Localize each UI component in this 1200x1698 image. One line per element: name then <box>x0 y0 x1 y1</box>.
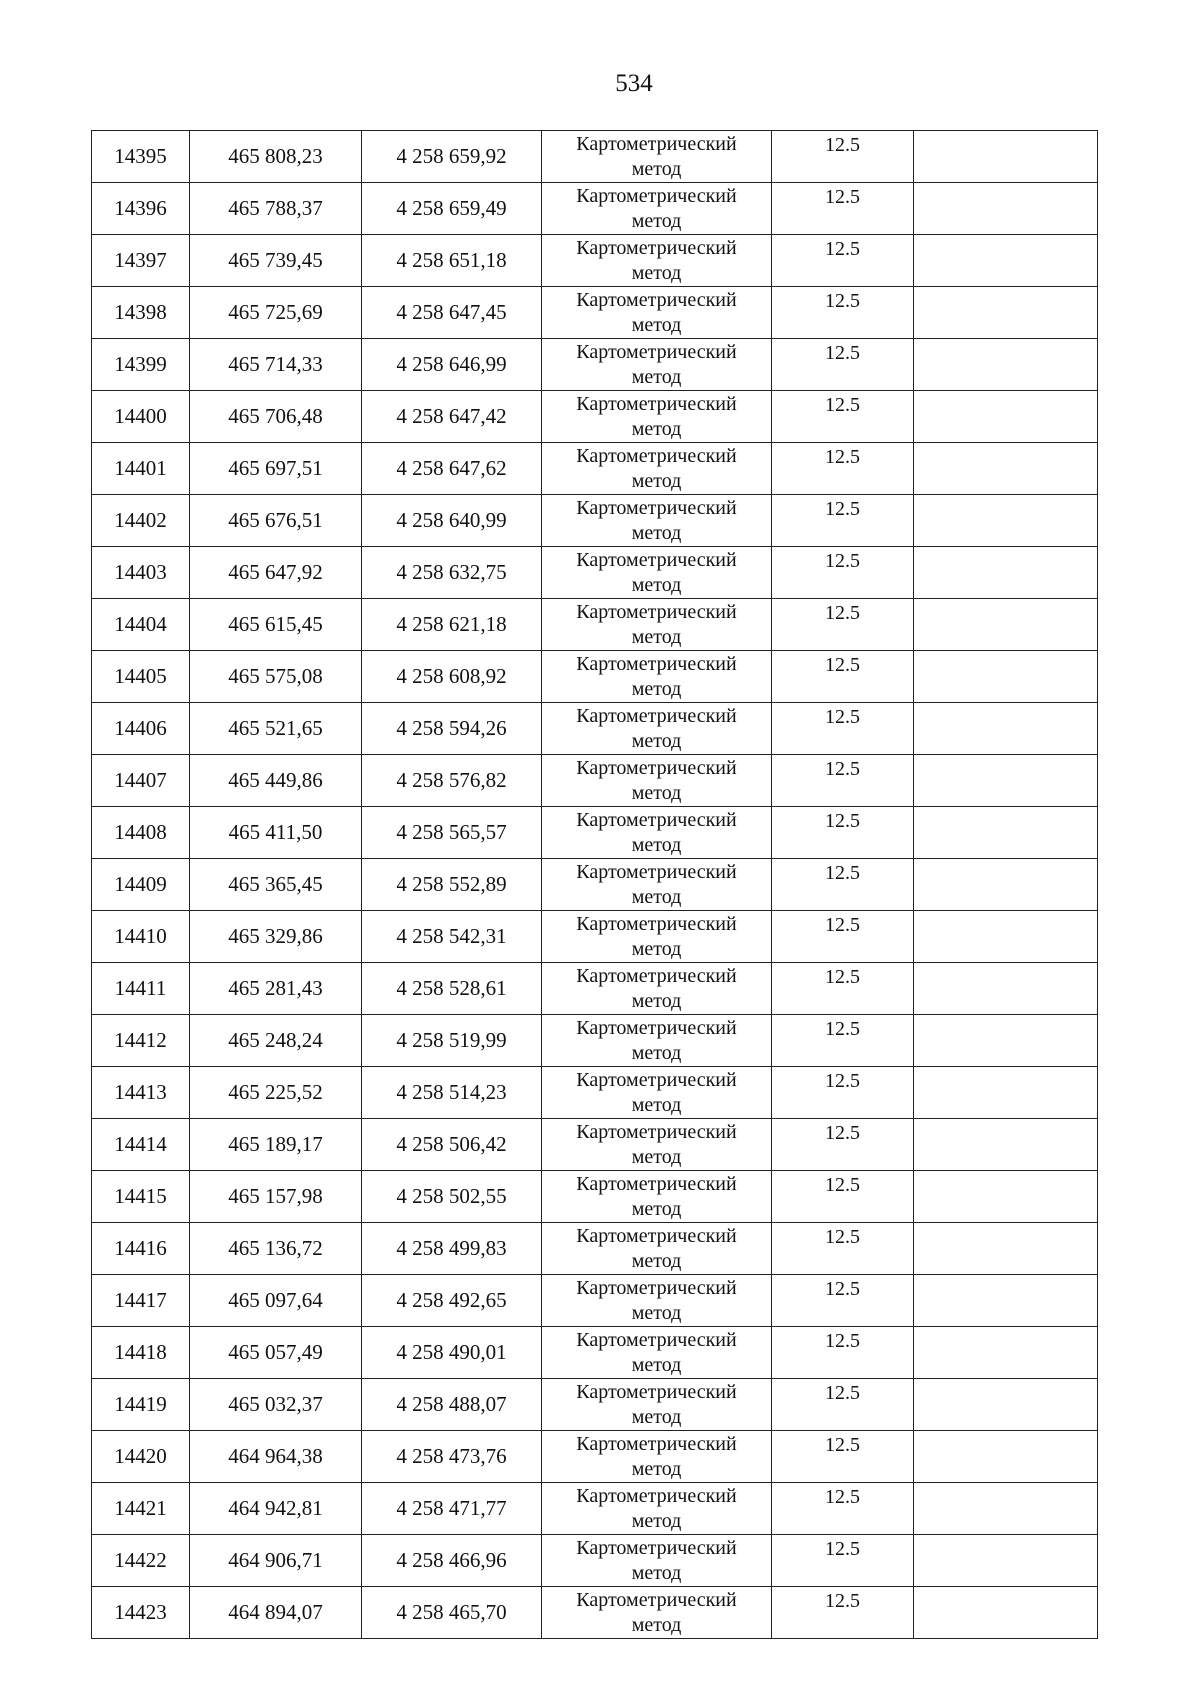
accuracy-cell: 12.5 <box>772 443 914 495</box>
note-cell <box>914 391 1098 443</box>
method-line-1: Картометрический <box>576 237 737 259</box>
method-line-1: Картометрический <box>576 289 737 311</box>
accuracy-cell: 12.5 <box>772 1171 914 1223</box>
table-row <box>92 443 1098 495</box>
note-cell <box>914 443 1098 495</box>
coordinate-y-cell: 4 258 647,42 <box>362 391 542 443</box>
method-line-1: Картометрический <box>576 497 737 519</box>
accuracy-cell: 12.5 <box>772 287 914 339</box>
method-cell <box>542 391 772 443</box>
accuracy-cell: 12.5 <box>772 547 914 599</box>
method-line-2: метод <box>631 626 682 648</box>
coordinate-y-cell: 4 258 519,99 <box>362 1015 542 1067</box>
method-line-1: Картометрический <box>576 601 737 623</box>
point-number-cell: 14400 <box>92 391 190 443</box>
note-cell <box>914 235 1098 287</box>
note-cell <box>914 1275 1098 1327</box>
table-row <box>92 391 1098 443</box>
accuracy-cell: 12.5 <box>772 1275 914 1327</box>
method-line-2: метод <box>631 782 682 804</box>
coordinate-y-cell: 4 258 473,76 <box>362 1431 542 1483</box>
coordinate-x-cell: 465 788,37 <box>190 183 362 235</box>
note-cell <box>914 1431 1098 1483</box>
method-cell <box>542 1067 772 1119</box>
point-number-cell: 14395 <box>92 131 190 183</box>
accuracy-cell: 12.5 <box>772 1223 914 1275</box>
accuracy-cell: 12.5 <box>772 859 914 911</box>
note-cell <box>914 1015 1098 1067</box>
coordinate-x-cell: 465 739,45 <box>190 235 362 287</box>
method-line-1: Картометрический <box>576 1225 737 1247</box>
note-cell <box>914 1379 1098 1431</box>
coordinate-x-cell: 465 575,08 <box>190 651 362 703</box>
accuracy-cell: 12.5 <box>772 911 914 963</box>
note-cell <box>914 1327 1098 1379</box>
method-cell <box>542 443 772 495</box>
method-line-1: Картометрический <box>576 1173 737 1195</box>
point-number-cell: 14407 <box>92 755 190 807</box>
method-line-2: метод <box>631 470 682 492</box>
coordinate-y-cell: 4 258 471,77 <box>362 1483 542 1535</box>
table-row <box>92 1379 1098 1431</box>
coordinate-y-cell: 4 258 647,62 <box>362 443 542 495</box>
coordinate-y-cell: 4 258 499,83 <box>362 1223 542 1275</box>
coordinate-y-cell: 4 258 492,65 <box>362 1275 542 1327</box>
table-row <box>92 859 1098 911</box>
table-row <box>92 755 1098 807</box>
coordinate-x-cell: 465 615,45 <box>190 599 362 651</box>
accuracy-cell: 12.5 <box>772 1431 914 1483</box>
method-line-2: метод <box>631 1406 682 1428</box>
method-cell <box>542 1275 772 1327</box>
coordinate-y-cell: 4 258 659,49 <box>362 183 542 235</box>
accuracy-cell: 12.5 <box>772 131 914 183</box>
coordinate-y-cell: 4 258 506,42 <box>362 1119 542 1171</box>
method-cell <box>542 235 772 287</box>
accuracy-cell: 12.5 <box>772 703 914 755</box>
method-cell <box>542 599 772 651</box>
point-number-cell: 14423 <box>92 1587 190 1639</box>
method-line-1: Картометрический <box>576 1121 737 1143</box>
note-cell <box>914 1223 1098 1275</box>
method-line-1: Картометрический <box>576 1537 737 1559</box>
method-line-2: метод <box>631 1614 682 1636</box>
accuracy-cell: 12.5 <box>772 1327 914 1379</box>
coordinate-y-cell: 4 258 640,99 <box>362 495 542 547</box>
point-number-cell: 14417 <box>92 1275 190 1327</box>
point-number-cell: 14405 <box>92 651 190 703</box>
coordinate-x-cell: 465 808,23 <box>190 131 362 183</box>
accuracy-cell: 12.5 <box>772 339 914 391</box>
coordinate-x-cell: 465 725,69 <box>190 287 362 339</box>
point-number-cell: 14408 <box>92 807 190 859</box>
method-line-1: Картометрический <box>576 341 737 363</box>
method-line-1: Картометрический <box>576 861 737 883</box>
table-row <box>92 131 1098 183</box>
point-number-cell: 14413 <box>92 1067 190 1119</box>
method-line-2: метод <box>631 678 682 700</box>
coordinate-x-cell: 465 281,43 <box>190 963 362 1015</box>
point-number-cell: 14421 <box>92 1483 190 1535</box>
table-body <box>92 131 1098 1639</box>
method-cell <box>542 547 772 599</box>
method-line-1: Картометрический <box>576 445 737 467</box>
coordinate-y-cell: 4 258 647,45 <box>362 287 542 339</box>
coordinate-y-cell: 4 258 542,31 <box>362 911 542 963</box>
coordinate-x-cell: 465 329,86 <box>190 911 362 963</box>
note-cell <box>914 495 1098 547</box>
accuracy-cell: 12.5 <box>772 1483 914 1535</box>
note-cell <box>914 755 1098 807</box>
table-row <box>92 1327 1098 1379</box>
method-line-2: метод <box>631 262 682 284</box>
table-row <box>92 1431 1098 1483</box>
note-cell <box>914 287 1098 339</box>
coordinate-x-cell: 465 706,48 <box>190 391 362 443</box>
coordinate-y-cell: 4 258 632,75 <box>362 547 542 599</box>
coordinate-y-cell: 4 258 608,92 <box>362 651 542 703</box>
coordinates-table <box>91 130 1098 1639</box>
point-number-cell: 14418 <box>92 1327 190 1379</box>
table-row <box>92 911 1098 963</box>
table-row <box>92 963 1098 1015</box>
method-cell <box>542 1223 772 1275</box>
accuracy-cell: 12.5 <box>772 807 914 859</box>
method-line-1: Картометрический <box>576 393 737 415</box>
coordinate-y-cell: 4 258 465,70 <box>362 1587 542 1639</box>
coordinate-y-cell: 4 258 552,89 <box>362 859 542 911</box>
method-cell <box>542 287 772 339</box>
point-number-cell: 14416 <box>92 1223 190 1275</box>
page-number: 534 <box>615 70 653 97</box>
accuracy-cell: 12.5 <box>772 391 914 443</box>
method-line-1: Картометрический <box>576 1277 737 1299</box>
coordinate-x-cell: 464 906,71 <box>190 1535 362 1587</box>
accuracy-cell: 12.5 <box>772 599 914 651</box>
point-number-cell: 14399 <box>92 339 190 391</box>
method-cell <box>542 911 772 963</box>
point-number-cell: 14412 <box>92 1015 190 1067</box>
note-cell <box>914 911 1098 963</box>
method-line-1: Картометрический <box>576 1433 737 1455</box>
table-row <box>92 1275 1098 1327</box>
method-line-2: метод <box>631 1302 682 1324</box>
coordinate-x-cell: 465 647,92 <box>190 547 362 599</box>
method-line-1: Картометрический <box>576 1069 737 1091</box>
coordinate-y-cell: 4 258 651,18 <box>362 235 542 287</box>
point-number-cell: 14401 <box>92 443 190 495</box>
note-cell <box>914 651 1098 703</box>
coordinate-x-cell: 465 032,37 <box>190 1379 362 1431</box>
method-cell <box>542 755 772 807</box>
point-number-cell: 14411 <box>92 963 190 1015</box>
table-row <box>92 1223 1098 1275</box>
method-line-1: Картометрический <box>576 653 737 675</box>
accuracy-cell: 12.5 <box>772 1015 914 1067</box>
table-row <box>92 807 1098 859</box>
method-line-1: Картометрический <box>576 185 737 207</box>
coordinate-y-cell: 4 258 490,01 <box>362 1327 542 1379</box>
method-line-1: Картометрический <box>576 133 737 155</box>
coordinate-x-cell: 465 157,98 <box>190 1171 362 1223</box>
coordinate-x-cell: 465 189,17 <box>190 1119 362 1171</box>
method-line-2: метод <box>631 366 682 388</box>
method-line-2: метод <box>631 1458 682 1480</box>
method-cell <box>542 651 772 703</box>
method-line-1: Картометрический <box>576 1485 737 1507</box>
accuracy-cell: 12.5 <box>772 183 914 235</box>
method-cell <box>542 807 772 859</box>
point-number-cell: 14410 <box>92 911 190 963</box>
table-row <box>92 1587 1098 1639</box>
note-cell <box>914 703 1098 755</box>
method-cell <box>542 1015 772 1067</box>
point-number-cell: 14398 <box>92 287 190 339</box>
point-number-cell: 14397 <box>92 235 190 287</box>
table-row <box>92 703 1098 755</box>
accuracy-cell: 12.5 <box>772 1587 914 1639</box>
table-row <box>92 1119 1098 1171</box>
method-cell <box>542 1587 772 1639</box>
table-row <box>92 547 1098 599</box>
coordinate-y-cell: 4 258 488,07 <box>362 1379 542 1431</box>
table-row <box>92 1171 1098 1223</box>
method-line-1: Картометрический <box>576 1329 737 1351</box>
table-row <box>92 1015 1098 1067</box>
coordinate-y-cell: 4 258 594,26 <box>362 703 542 755</box>
method-line-2: метод <box>631 1562 682 1584</box>
method-cell <box>542 1327 772 1379</box>
method-line-2: метод <box>631 1094 682 1116</box>
table-row <box>92 1535 1098 1587</box>
coordinate-x-cell: 465 697,51 <box>190 443 362 495</box>
coordinate-x-cell: 465 411,50 <box>190 807 362 859</box>
accuracy-cell: 12.5 <box>772 1119 914 1171</box>
method-cell <box>542 1379 772 1431</box>
method-line-1: Картометрический <box>576 809 737 831</box>
note-cell <box>914 1535 1098 1587</box>
method-line-2: метод <box>631 1198 682 1220</box>
note-cell <box>914 1171 1098 1223</box>
point-number-cell: 14403 <box>92 547 190 599</box>
point-number-cell: 14420 <box>92 1431 190 1483</box>
accuracy-cell: 12.5 <box>772 1379 914 1431</box>
note-cell <box>914 1587 1098 1639</box>
table-row <box>92 651 1098 703</box>
method-line-1: Картометрический <box>576 757 737 779</box>
point-number-cell: 14419 <box>92 1379 190 1431</box>
method-cell <box>542 1171 772 1223</box>
method-cell <box>542 1535 772 1587</box>
note-cell <box>914 1119 1098 1171</box>
coordinate-x-cell: 465 057,49 <box>190 1327 362 1379</box>
point-number-cell: 14404 <box>92 599 190 651</box>
method-line-1: Картометрический <box>576 1589 737 1611</box>
table-row <box>92 495 1098 547</box>
note-cell <box>914 599 1098 651</box>
method-line-2: метод <box>631 1510 682 1532</box>
method-line-1: Картометрический <box>576 705 737 727</box>
accuracy-cell: 12.5 <box>772 651 914 703</box>
table-row <box>92 183 1098 235</box>
coordinate-x-cell: 465 097,64 <box>190 1275 362 1327</box>
table-row <box>92 599 1098 651</box>
coordinate-x-cell: 465 449,86 <box>190 755 362 807</box>
note-cell <box>914 1067 1098 1119</box>
coordinate-y-cell: 4 258 659,92 <box>362 131 542 183</box>
accuracy-cell: 12.5 <box>772 1067 914 1119</box>
coordinate-y-cell: 4 258 502,55 <box>362 1171 542 1223</box>
method-line-2: метод <box>631 1354 682 1376</box>
method-cell <box>542 183 772 235</box>
coordinate-x-cell: 465 676,51 <box>190 495 362 547</box>
method-line-1: Картометрический <box>576 549 737 571</box>
method-line-2: метод <box>631 834 682 856</box>
method-cell <box>542 963 772 1015</box>
point-number-cell: 14414 <box>92 1119 190 1171</box>
coordinate-x-cell: 465 248,24 <box>190 1015 362 1067</box>
coordinate-y-cell: 4 258 528,61 <box>362 963 542 1015</box>
method-line-2: метод <box>631 574 682 596</box>
note-cell <box>914 131 1098 183</box>
accuracy-cell: 12.5 <box>772 755 914 807</box>
method-line-2: метод <box>631 210 682 232</box>
coordinate-x-cell: 464 942,81 <box>190 1483 362 1535</box>
point-number-cell: 14402 <box>92 495 190 547</box>
table-row <box>92 287 1098 339</box>
coordinate-y-cell: 4 258 466,96 <box>362 1535 542 1587</box>
note-cell <box>914 339 1098 391</box>
method-line-2: метод <box>631 522 682 544</box>
method-line-2: метод <box>631 886 682 908</box>
method-line-1: Картометрический <box>576 965 737 987</box>
coordinate-x-cell: 465 225,52 <box>190 1067 362 1119</box>
method-line-2: метод <box>631 1146 682 1168</box>
note-cell <box>914 859 1098 911</box>
table-row <box>92 235 1098 287</box>
point-number-cell: 14396 <box>92 183 190 235</box>
coordinate-x-cell: 465 521,65 <box>190 703 362 755</box>
coordinate-y-cell: 4 258 565,57 <box>362 807 542 859</box>
point-number-cell: 14406 <box>92 703 190 755</box>
point-number-cell: 14409 <box>92 859 190 911</box>
method-cell <box>542 495 772 547</box>
note-cell <box>914 1483 1098 1535</box>
coordinate-x-cell: 465 136,72 <box>190 1223 362 1275</box>
note-cell <box>914 807 1098 859</box>
accuracy-cell: 12.5 <box>772 235 914 287</box>
accuracy-cell: 12.5 <box>772 495 914 547</box>
method-line-2: метод <box>631 418 682 440</box>
method-line-2: метод <box>631 158 682 180</box>
method-line-1: Картометрический <box>576 1017 737 1039</box>
coordinate-y-cell: 4 258 646,99 <box>362 339 542 391</box>
note-cell <box>914 183 1098 235</box>
method-cell <box>542 1431 772 1483</box>
method-cell <box>542 131 772 183</box>
table-row <box>92 1067 1098 1119</box>
method-line-2: метод <box>631 1250 682 1272</box>
method-cell <box>542 1119 772 1171</box>
method-line-2: метод <box>631 1042 682 1064</box>
point-number-cell: 14422 <box>92 1535 190 1587</box>
coordinate-y-cell: 4 258 621,18 <box>362 599 542 651</box>
method-cell <box>542 1483 772 1535</box>
accuracy-cell: 12.5 <box>772 963 914 1015</box>
method-cell <box>542 859 772 911</box>
coordinate-x-cell: 464 964,38 <box>190 1431 362 1483</box>
table-row <box>92 339 1098 391</box>
point-number-cell: 14415 <box>92 1171 190 1223</box>
accuracy-cell: 12.5 <box>772 1535 914 1587</box>
table-row <box>92 1483 1098 1535</box>
coordinate-x-cell: 465 365,45 <box>190 859 362 911</box>
method-cell <box>542 703 772 755</box>
method-line-2: метод <box>631 314 682 336</box>
note-cell <box>914 963 1098 1015</box>
method-line-1: Картометрический <box>576 913 737 935</box>
coordinate-x-cell: 464 894,07 <box>190 1587 362 1639</box>
method-line-1: Картометрический <box>576 1381 737 1403</box>
coordinate-x-cell: 465 714,33 <box>190 339 362 391</box>
method-line-2: метод <box>631 990 682 1012</box>
method-line-2: метод <box>631 730 682 752</box>
method-line-2: метод <box>631 938 682 960</box>
note-cell <box>914 547 1098 599</box>
coordinate-y-cell: 4 258 576,82 <box>362 755 542 807</box>
method-cell <box>542 339 772 391</box>
coordinate-y-cell: 4 258 514,23 <box>362 1067 542 1119</box>
